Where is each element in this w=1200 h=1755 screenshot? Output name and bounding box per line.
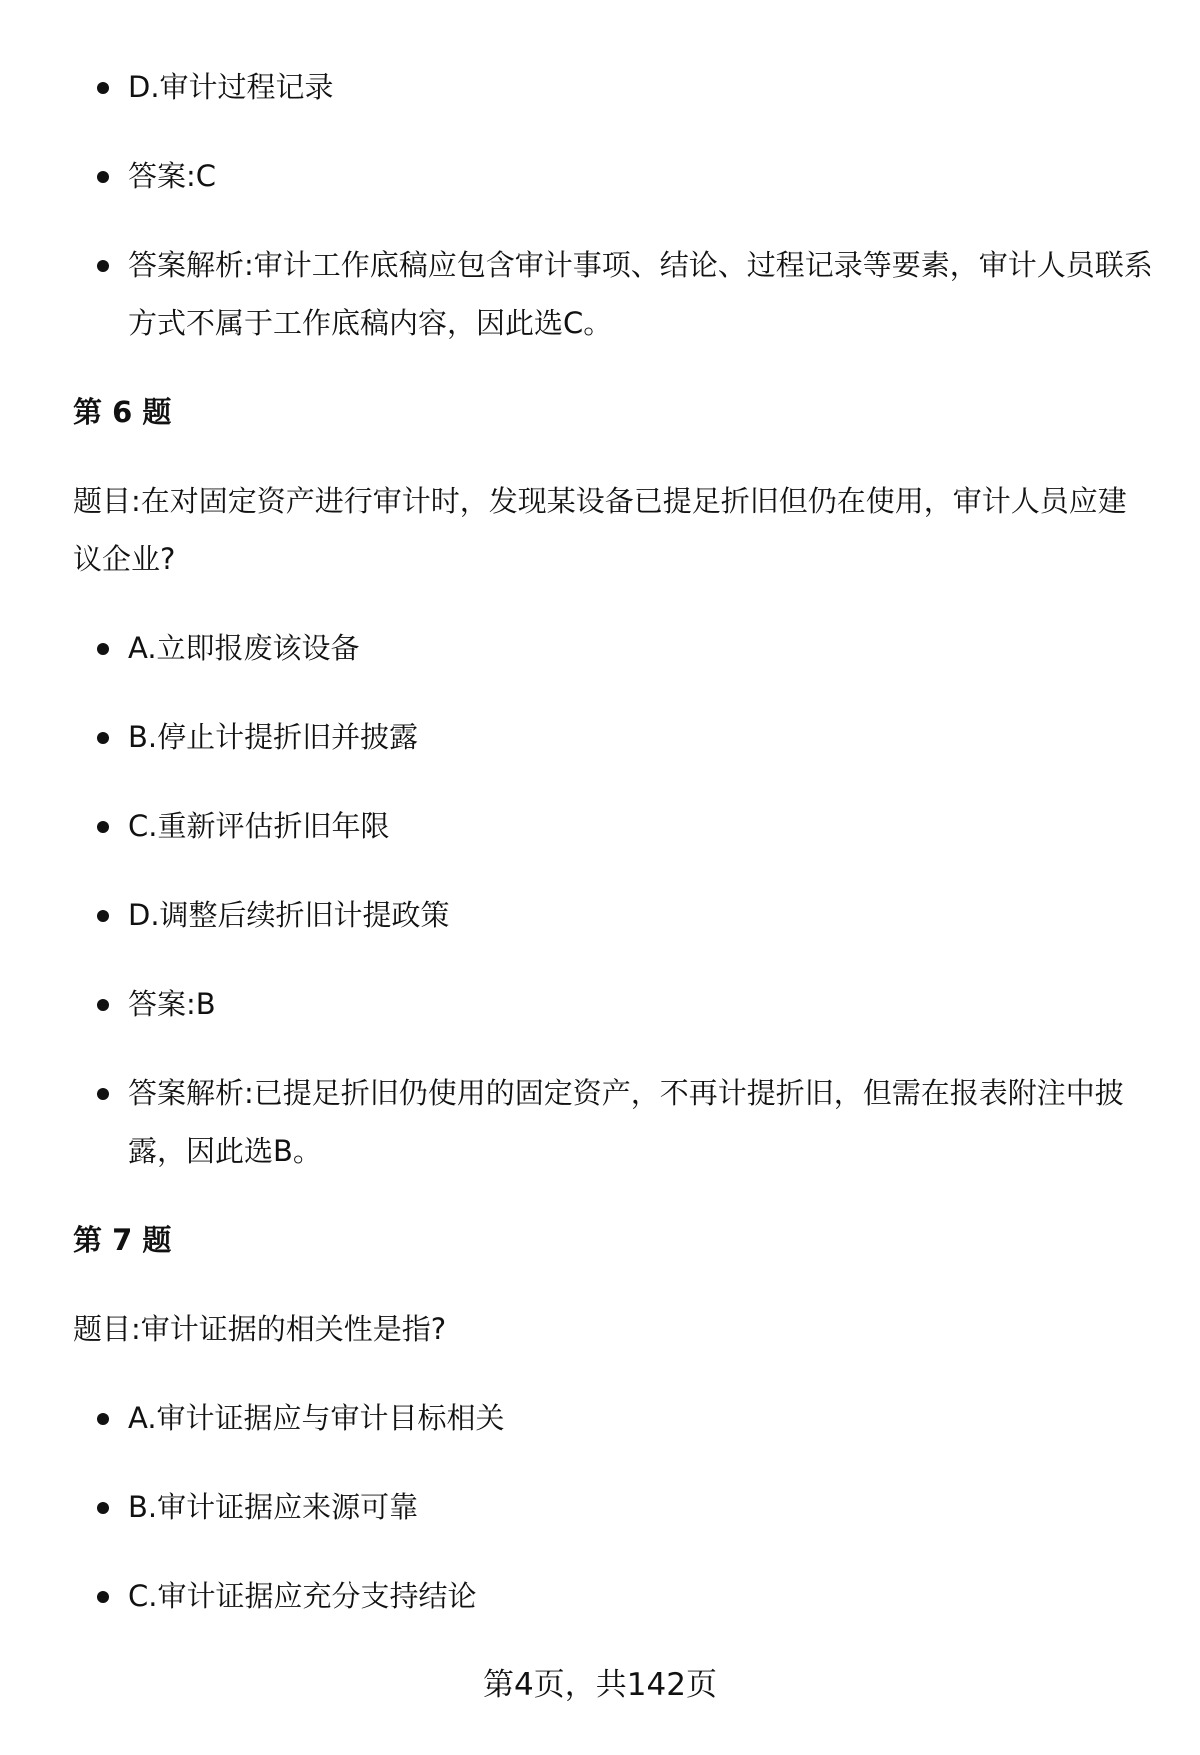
- question-7-stem: 题目:审计证据的相关性是指?: [73, 1312, 447, 1346]
- bullet-icon: [97, 999, 109, 1011]
- option-d: [73, 886, 1153, 944]
- bullet-icon: [97, 1591, 109, 1603]
- option-c: [73, 1567, 1153, 1625]
- option-text: D.调整后续折旧计提政策: [128, 898, 450, 932]
- option-text: A.审计证据应与审计目标相关: [128, 1401, 505, 1435]
- bullet-icon: [97, 1088, 109, 1100]
- page-content: [73, 58, 1153, 1656]
- option-b: [73, 708, 1153, 766]
- bullet-icon: [97, 1413, 109, 1425]
- question-7-heading: 第 7 题: [73, 1223, 172, 1257]
- question-6-heading: 第 6 题: [73, 395, 172, 429]
- option-text: D.审计过程记录: [128, 70, 334, 104]
- bullet-icon: [97, 643, 109, 655]
- answer-text: 答案:C: [128, 159, 217, 193]
- bullet-icon: [97, 171, 109, 183]
- prev-question-options: [73, 58, 1153, 352]
- option-b: [73, 1478, 1153, 1536]
- question-6-options: [73, 619, 1153, 1180]
- answer: [73, 147, 1153, 205]
- option-text: C.重新评估折旧年限: [128, 809, 390, 843]
- option-text: A.立即报废该设备: [128, 631, 360, 665]
- explanation-text: 答案解析:已提足折旧仍使用的固定资产，不再计提折旧，但需在报表附注中披露，因此选B。: [128, 1076, 1124, 1168]
- explanation-text: 答案解析:审计工作底稿应包含审计事项、结论、过程记录等要素，审计人员联系方式不属于工作底稿内容，因此选C。: [128, 248, 1153, 340]
- option-a: [73, 619, 1153, 677]
- option-d: [73, 58, 1153, 116]
- option-text: C.审计证据应充分支持结论: [128, 1579, 477, 1613]
- question-6-stem: 题目:在对固定资产进行审计时，发现某设备已提足折旧但仍在使用，审计人员应建议企业?: [73, 484, 1127, 576]
- answer: [73, 975, 1153, 1033]
- option-text: B.审计证据应来源可靠: [128, 1490, 419, 1524]
- bullet-icon: [97, 260, 109, 272]
- question-7-options: [73, 1389, 1153, 1625]
- answer-explanation: [73, 236, 1153, 352]
- answer-text: 答案:B: [128, 987, 216, 1021]
- bullet-icon: [97, 1502, 109, 1514]
- bullet-icon: [97, 910, 109, 922]
- option-a: [73, 1389, 1153, 1447]
- bullet-icon: [97, 732, 109, 744]
- bullet-icon: [97, 821, 109, 833]
- option-c: [73, 797, 1153, 855]
- bullet-icon: [97, 82, 109, 94]
- answer-explanation: [73, 1064, 1153, 1180]
- page-number-footer: 第4页，共142页: [483, 1667, 717, 1703]
- option-text: B.停止计提折旧并披露: [128, 720, 419, 754]
